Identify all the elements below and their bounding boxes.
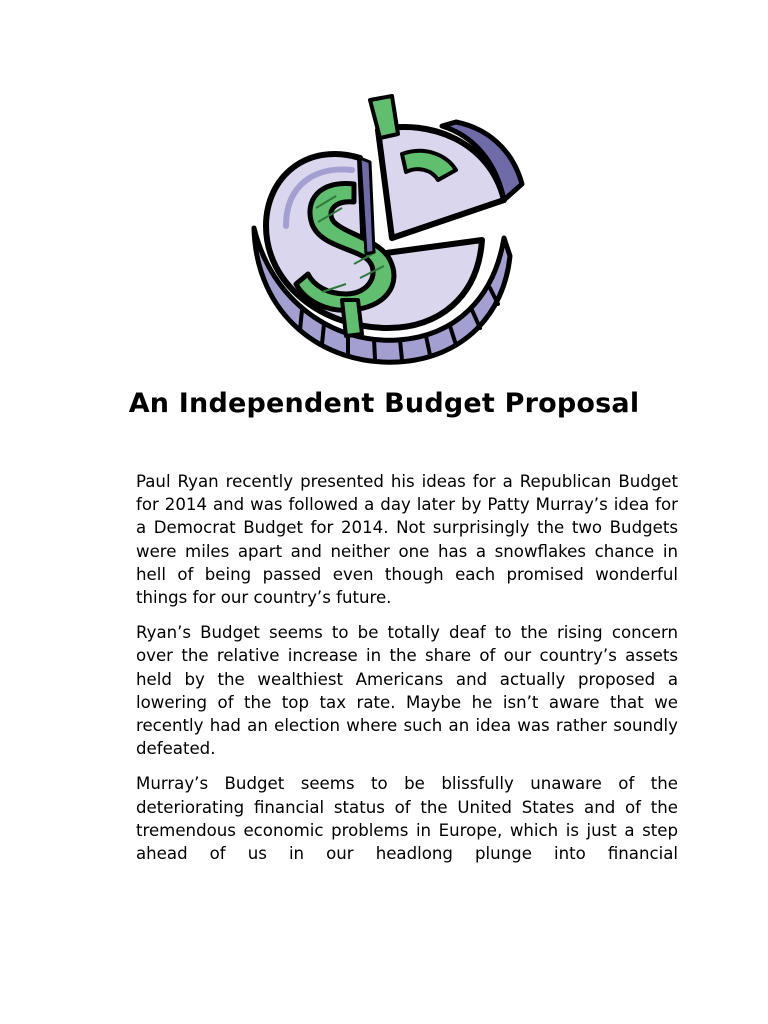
paragraph-2: Ryan’s Budget seems to be totally deaf to the rising concern over the relative increase in the share of our country’s assets held by the wealthiest Americans and actually proposed a lowering of the top tax rate. Maybe he isn’t aware that we recently had an election where such an idea was rather soundly defeated.: [136, 623, 678, 759]
document-body: [136, 470, 678, 877]
dollar-coin-pie-icon: [242, 88, 532, 370]
document-title: An Independent Budget Proposal: [128, 388, 640, 419]
paragraph-3: Murray’s Budget seems to be blissfully unaware of the deteriorating financial status of the United States and of the tremendous economic problems in Europe, which is just a step ahead of us in our headlong plunge into financial: [136, 774, 678, 864]
wedge-dollar-bar: [370, 96, 398, 138]
dollar-sign-bar: [342, 300, 362, 336]
paragraph-1: Paul Ryan recently presented his ideas for a Republican Budget for 2014 and was followed a day later by Patty Murray’s idea for a Democrat Budget for 2014. Not surprisingly the two Budgets were miles apart and neither one has a snowflakes chance in hell of being passed even though each promised wonderful things for our country’s future.: [136, 472, 678, 608]
